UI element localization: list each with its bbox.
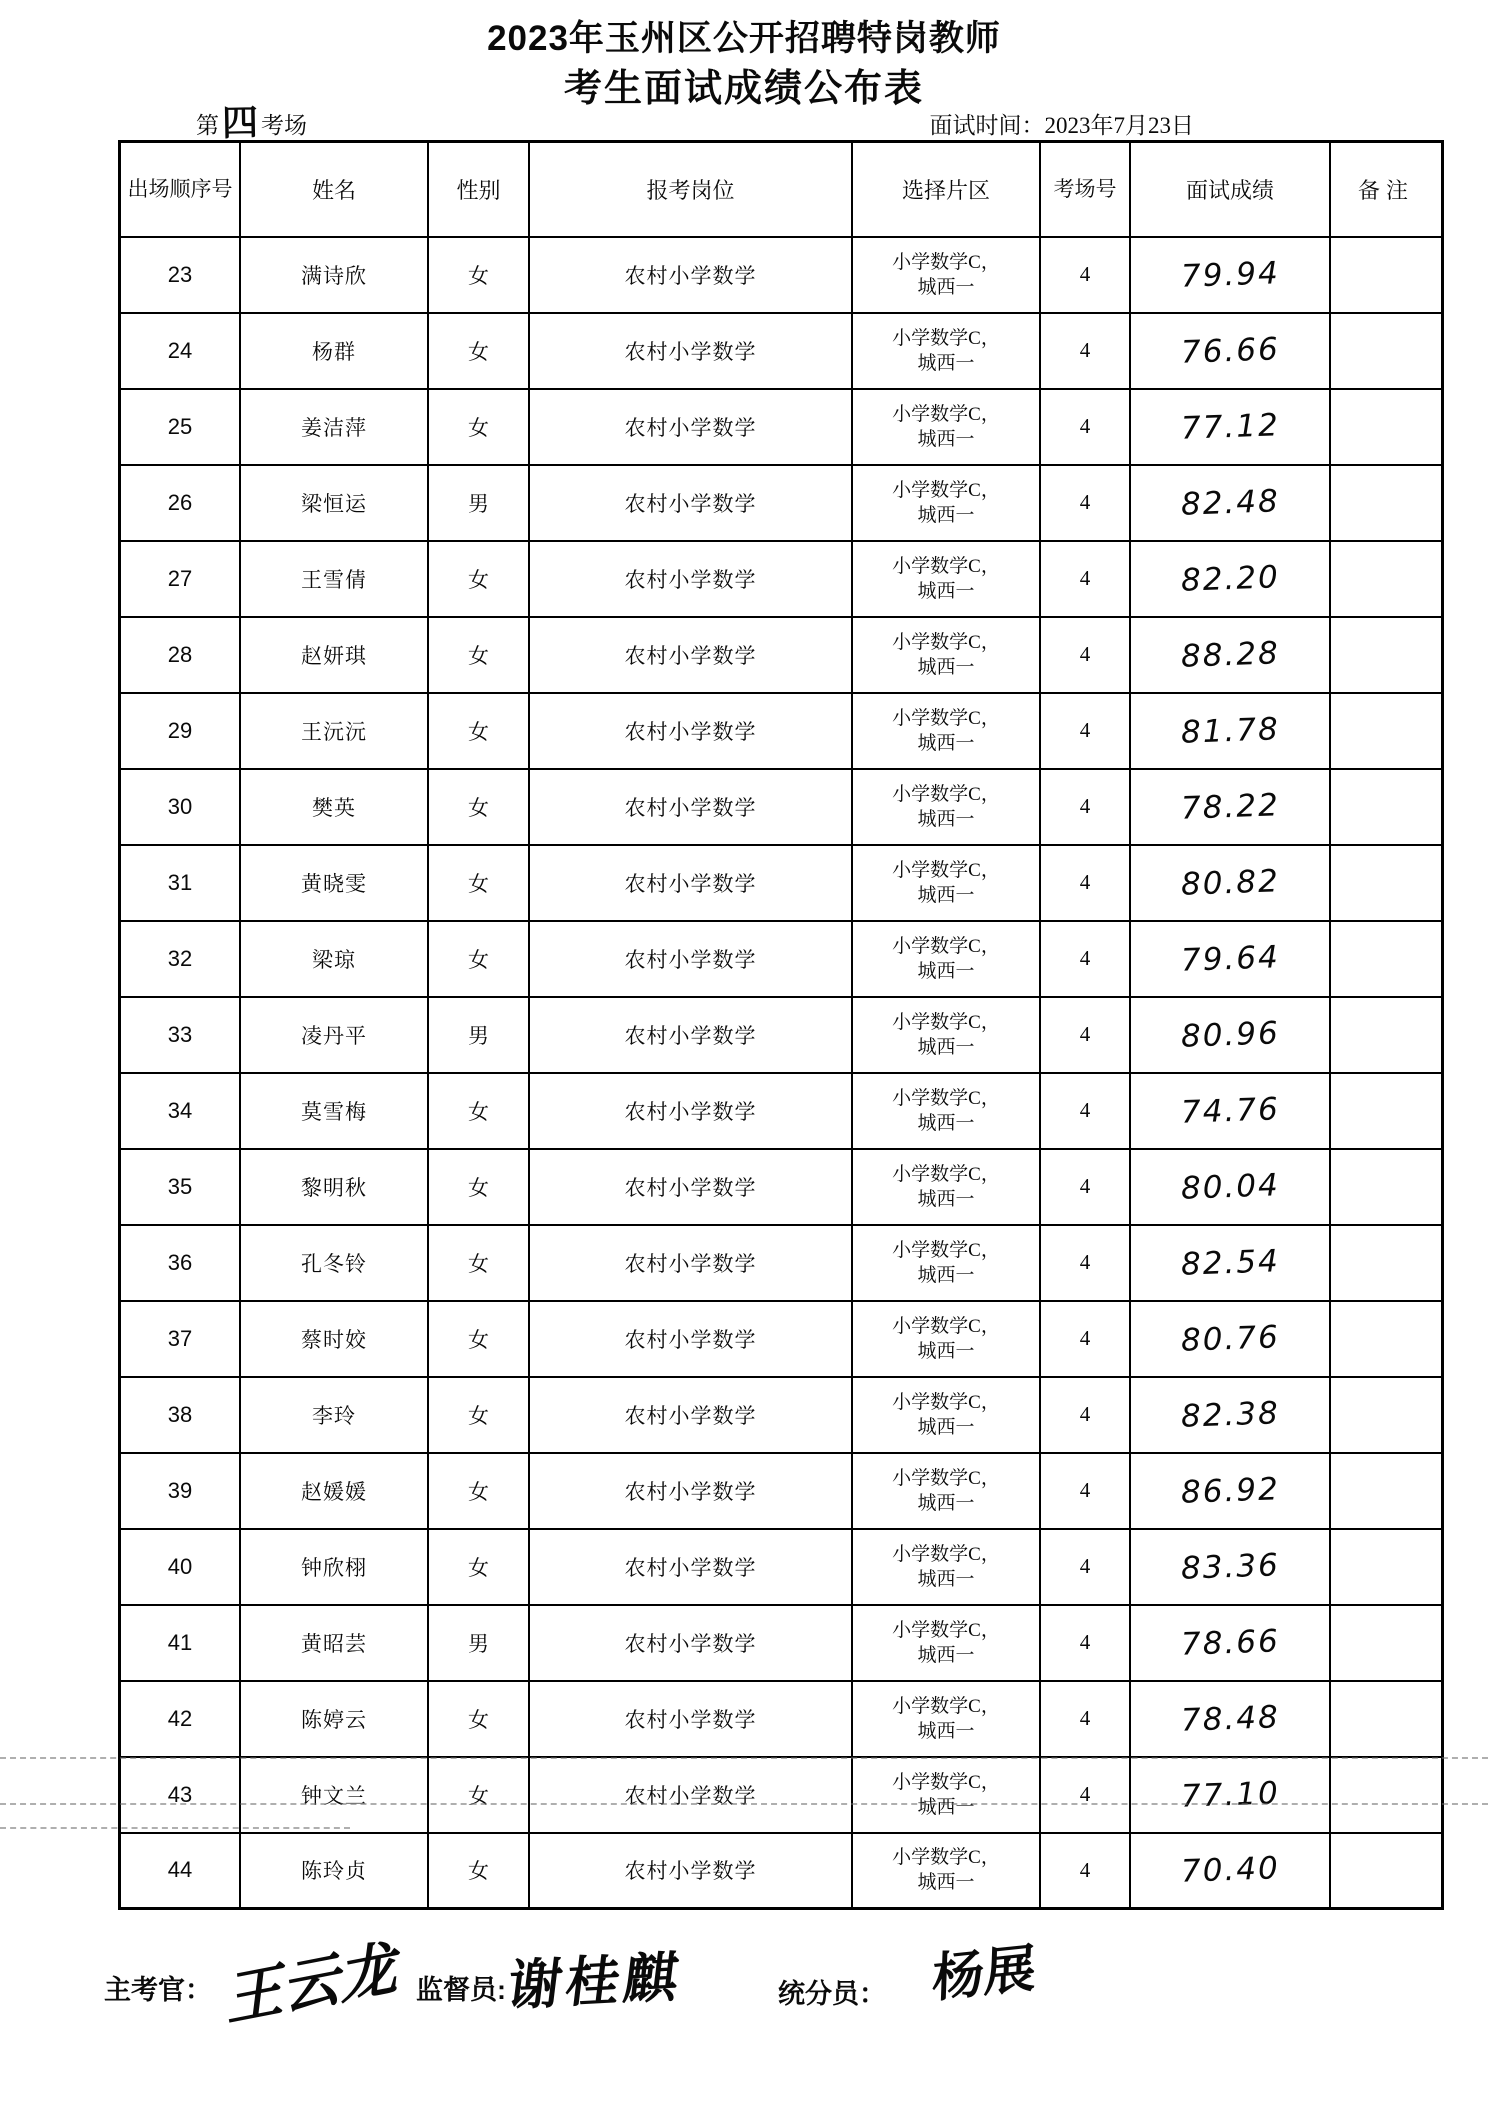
handwritten-score: 82.54 [1180, 1242, 1280, 1283]
cell-order-number: 38 [120, 1377, 241, 1453]
district-line-1: 小学数学C， [892, 555, 1000, 577]
table-body [120, 237, 1443, 1909]
district-line-1: 小学数学C， [892, 1315, 1000, 1337]
cell-remark [1330, 1225, 1443, 1301]
handwritten-score: 77.12 [1180, 406, 1280, 447]
cell-remark [1330, 693, 1443, 769]
cell-district [852, 693, 1040, 769]
cell-name: 凌丹平 [240, 997, 428, 1073]
cell-district [852, 1301, 1040, 1377]
cell-score [1130, 465, 1330, 541]
district-line-1: 小学数学C， [892, 1847, 1000, 1869]
cell-district [852, 1605, 1040, 1681]
cell-name: 樊英 [240, 769, 428, 845]
cell-district [852, 769, 1040, 845]
cell-position: 农村小学数学 [529, 389, 852, 465]
cell-order-number: 29 [120, 693, 241, 769]
district-line-2: 城西一 [917, 276, 975, 298]
table-row [120, 1377, 1443, 1453]
score-counter-signature: 杨展 [931, 1938, 1037, 2010]
cell-room-number: 4 [1040, 617, 1130, 693]
table-row [120, 1453, 1443, 1529]
cell-order-number: 31 [120, 845, 241, 921]
interview-time: 面试时间：2023年7月23日 [929, 113, 1194, 138]
handwritten-score: 78.22 [1180, 786, 1280, 827]
table-row [120, 465, 1443, 541]
district-line-1: 小学数学C， [892, 1087, 1000, 1109]
cell-position: 农村小学数学 [529, 1301, 852, 1377]
cell-remark [1330, 1605, 1443, 1681]
cell-position: 农村小学数学 [529, 1377, 852, 1453]
cell-position: 农村小学数学 [529, 1757, 852, 1833]
table-row [120, 237, 1443, 313]
table-row [120, 921, 1443, 997]
cell-remark [1330, 845, 1443, 921]
cell-score [1130, 1073, 1330, 1149]
handwritten-score: 76.66 [1180, 330, 1280, 371]
cell-position: 农村小学数学 [529, 1149, 852, 1225]
cell-remark [1330, 1149, 1443, 1225]
cell-score [1130, 1149, 1330, 1225]
cell-room-number: 4 [1040, 1833, 1130, 1909]
cell-district [852, 617, 1040, 693]
cell-remark [1330, 389, 1443, 465]
cell-score [1130, 1377, 1330, 1453]
header-cell-order: 出场顺序号 [120, 142, 241, 237]
room-prefix: 第 [196, 113, 219, 138]
cell-room-number: 4 [1040, 1225, 1130, 1301]
exam-room-label [118, 101, 308, 144]
cell-gender: 女 [428, 617, 529, 693]
cell-order-number: 25 [120, 389, 241, 465]
cell-position: 农村小学数学 [529, 617, 852, 693]
cell-district [852, 1833, 1040, 1909]
cell-order-number: 32 [120, 921, 241, 997]
cell-gender: 女 [428, 1757, 529, 1833]
cell-remark [1330, 921, 1443, 997]
cell-score [1130, 237, 1330, 313]
cell-position: 农村小学数学 [529, 1225, 852, 1301]
cell-name: 满诗欣 [240, 237, 428, 313]
district-line-2: 城西一 [917, 580, 975, 602]
cell-name: 梁恒运 [240, 465, 428, 541]
cell-remark [1330, 1681, 1443, 1757]
district-line-2: 城西一 [917, 1644, 975, 1666]
cell-room-number: 4 [1040, 845, 1130, 921]
cell-score [1130, 845, 1330, 921]
cell-position: 农村小学数学 [529, 845, 852, 921]
cell-district [852, 1757, 1040, 1833]
header-cell-score: 面试成绩 [1130, 142, 1330, 237]
chief-examiner-label: 主考官： [104, 1975, 212, 2005]
cell-room-number: 4 [1040, 389, 1130, 465]
district-line-2: 城西一 [917, 504, 975, 526]
cell-room-number: 4 [1040, 921, 1130, 997]
cell-position: 农村小学数学 [529, 1681, 852, 1757]
page-subtitle: 考生面试成绩公布表 [563, 68, 924, 110]
cell-room-number: 4 [1040, 313, 1130, 389]
table-row [120, 1681, 1443, 1757]
cell-gender: 女 [428, 237, 529, 313]
district-line-1: 小学数学C， [892, 1163, 1000, 1185]
table-row [120, 1225, 1443, 1301]
cell-gender: 女 [428, 921, 529, 997]
cell-name: 姜洁萍 [240, 389, 428, 465]
cell-district [852, 541, 1040, 617]
cell-score [1130, 313, 1330, 389]
cell-name: 黄晓雯 [240, 845, 428, 921]
district-line-2: 城西一 [917, 428, 975, 450]
cell-remark [1330, 1301, 1443, 1377]
district-line-2: 城西一 [917, 1492, 975, 1514]
district-line-1: 小学数学C， [892, 935, 1000, 957]
cell-name: 孔冬铃 [240, 1225, 428, 1301]
cell-room-number: 4 [1040, 1529, 1130, 1605]
handwritten-score: 86.92 [1180, 1470, 1280, 1511]
cell-gender: 女 [428, 1301, 529, 1377]
cell-score [1130, 693, 1330, 769]
handwritten-score: 79.64 [1180, 938, 1280, 979]
cell-district [852, 845, 1040, 921]
cell-district [852, 921, 1040, 997]
district-line-1: 小学数学C， [892, 1391, 1000, 1413]
handwritten-score: 70.40 [1180, 1850, 1280, 1890]
cell-name: 陈玲贞 [240, 1833, 428, 1909]
cell-order-number: 34 [120, 1073, 241, 1149]
handwritten-score: 80.76 [1180, 1318, 1280, 1359]
cell-room-number: 4 [1040, 465, 1130, 541]
cell-name: 王雪倩 [240, 541, 428, 617]
table-row [120, 1757, 1443, 1833]
cell-name: 莫雪梅 [240, 1073, 428, 1149]
cell-remark [1330, 1377, 1443, 1453]
cell-position: 农村小学数学 [529, 1453, 852, 1529]
district-line-2: 城西一 [917, 884, 975, 906]
cell-room-number: 4 [1040, 1453, 1130, 1529]
handwritten-score: 88.28 [1180, 634, 1280, 675]
header-cell-district: 选择片区 [852, 142, 1040, 237]
handwritten-score: 80.96 [1180, 1014, 1280, 1055]
table-row [120, 997, 1443, 1073]
cell-name: 钟欣栩 [240, 1529, 428, 1605]
handwritten-score: 82.38 [1180, 1394, 1280, 1435]
district-line-2: 城西一 [917, 1416, 975, 1438]
cell-gender: 女 [428, 541, 529, 617]
supervisor-label: 监督员: [416, 1975, 507, 2005]
cell-gender: 女 [428, 389, 529, 465]
district-line-1: 小学数学C， [892, 403, 1000, 425]
district-line-2: 城西一 [917, 656, 975, 678]
cell-score [1130, 1453, 1330, 1529]
cell-gender: 女 [428, 1073, 529, 1149]
table-row [120, 769, 1443, 845]
district-line-2: 城西一 [917, 1112, 975, 1134]
cell-score [1130, 389, 1330, 465]
score-table [118, 140, 1444, 1910]
cell-remark [1330, 541, 1443, 617]
cell-order-number: 27 [120, 541, 241, 617]
cell-gender: 女 [428, 693, 529, 769]
cell-score [1130, 1529, 1330, 1605]
district-line-1: 小学数学C， [892, 1771, 1000, 1793]
cell-gender: 男 [428, 465, 529, 541]
cell-gender: 女 [428, 1377, 529, 1453]
district-line-1: 小学数学C， [892, 1695, 1000, 1717]
cell-order-number: 33 [120, 997, 241, 1073]
cell-order-number: 43 [120, 1757, 241, 1833]
cell-gender: 女 [428, 845, 529, 921]
room-number-handwritten: 四 [221, 101, 259, 144]
cell-name: 李玲 [240, 1377, 428, 1453]
cell-remark [1330, 465, 1443, 541]
district-line-2: 城西一 [917, 808, 975, 830]
cell-order-number: 36 [120, 1225, 241, 1301]
cell-score [1130, 1605, 1330, 1681]
cell-order-number: 40 [120, 1529, 241, 1605]
cell-order-number: 37 [120, 1301, 241, 1377]
handwritten-score: 78.48 [1180, 1698, 1280, 1739]
chief-examiner-signature: 王云龙 [225, 1930, 405, 2036]
cell-room-number: 4 [1040, 693, 1130, 769]
cell-score [1130, 921, 1330, 997]
district-line-2: 城西一 [917, 732, 975, 754]
cell-order-number: 30 [120, 769, 241, 845]
header-cell-name: 姓名 [240, 142, 428, 237]
cell-room-number: 4 [1040, 1605, 1130, 1681]
table-subheader [118, 96, 1360, 144]
cell-remark [1330, 1073, 1443, 1149]
cell-remark [1330, 237, 1443, 313]
handwritten-score: 78.66 [1180, 1622, 1280, 1663]
cell-position: 农村小学数学 [529, 693, 852, 769]
cell-district [852, 1681, 1040, 1757]
table-row [120, 845, 1443, 921]
district-line-1: 小学数学C， [892, 1619, 1000, 1641]
cell-position: 农村小学数学 [529, 1073, 852, 1149]
cell-name: 杨群 [240, 313, 428, 389]
cell-name: 赵媛媛 [240, 1453, 428, 1529]
cell-order-number: 41 [120, 1605, 241, 1681]
cell-room-number: 4 [1040, 1757, 1130, 1833]
cell-position: 农村小学数学 [529, 997, 852, 1073]
cell-name: 王沅沅 [240, 693, 428, 769]
cell-order-number: 44 [120, 1833, 241, 1909]
district-line-1: 小学数学C， [892, 1543, 1000, 1565]
handwritten-score: 82.20 [1180, 558, 1280, 599]
signature-footer [104, 1930, 1488, 2102]
district-line-2: 城西一 [917, 1036, 975, 1058]
table-row [120, 617, 1443, 693]
cell-name: 钟文兰 [240, 1757, 428, 1833]
cell-room-number: 4 [1040, 1377, 1130, 1453]
cell-room-number: 4 [1040, 1301, 1130, 1377]
cell-position: 农村小学数学 [529, 1833, 852, 1909]
cell-remark [1330, 313, 1443, 389]
district-line-1: 小学数学C， [892, 1011, 1000, 1033]
district-line-2: 城西一 [917, 1720, 975, 1742]
table-row [120, 693, 1443, 769]
cell-order-number: 42 [120, 1681, 241, 1757]
district-line-2: 城西一 [917, 960, 975, 982]
district-line-1: 小学数学C， [892, 251, 1000, 273]
cell-room-number: 4 [1040, 1681, 1130, 1757]
cell-district [852, 1073, 1040, 1149]
cell-gender: 男 [428, 997, 529, 1073]
district-line-1: 小学数学C， [892, 859, 1000, 881]
table-row [120, 541, 1443, 617]
table-row [120, 1073, 1443, 1149]
handwritten-score: 82.48 [1180, 482, 1280, 523]
header-cell-position: 报考岗位 [529, 142, 852, 237]
cell-district [852, 997, 1040, 1073]
district-line-2: 城西一 [917, 1568, 975, 1590]
table-row [120, 1605, 1443, 1681]
district-line-2: 城西一 [917, 1340, 975, 1362]
cell-order-number: 24 [120, 313, 241, 389]
district-line-1: 小学数学C， [892, 327, 1000, 349]
handwritten-score: 83.36 [1180, 1546, 1280, 1587]
cell-remark [1330, 997, 1443, 1073]
cell-remark [1330, 1529, 1443, 1605]
cell-score [1130, 1301, 1330, 1377]
room-suffix: 考场 [261, 113, 308, 138]
cell-name: 蔡时姣 [240, 1301, 428, 1377]
cell-remark [1330, 1757, 1443, 1833]
cell-score [1130, 1757, 1330, 1833]
table-row [120, 1149, 1443, 1225]
cell-gender: 女 [428, 769, 529, 845]
handwritten-score: 80.82 [1180, 862, 1280, 903]
cell-name: 黄昭芸 [240, 1605, 428, 1681]
cell-gender: 女 [428, 1149, 529, 1225]
cell-room-number: 4 [1040, 237, 1130, 313]
cell-district [852, 313, 1040, 389]
cell-gender: 女 [428, 1453, 529, 1529]
district-line-1: 小学数学C， [892, 1467, 1000, 1489]
cell-position: 农村小学数学 [529, 1605, 852, 1681]
cell-position: 农村小学数学 [529, 313, 852, 389]
score-counter-label: 统分员： [778, 1979, 887, 2009]
cell-order-number: 39 [120, 1453, 241, 1529]
cell-score [1130, 1833, 1330, 1909]
header-cell-gender: 性别 [428, 142, 529, 237]
cell-score [1130, 541, 1330, 617]
cell-position: 农村小学数学 [529, 921, 852, 997]
cell-district [852, 465, 1040, 541]
cell-gender: 女 [428, 1225, 529, 1301]
handwritten-score: 79.94 [1180, 254, 1280, 295]
table-row [120, 389, 1443, 465]
cell-name: 陈婷云 [240, 1681, 428, 1757]
district-line-1: 小学数学C， [892, 783, 1000, 805]
cell-score [1130, 1225, 1330, 1301]
district-line-1: 小学数学C， [892, 631, 1000, 653]
cell-remark [1330, 769, 1443, 845]
cell-score [1130, 997, 1330, 1073]
district-line-2: 城西一 [917, 352, 975, 374]
cell-position: 农村小学数学 [529, 465, 852, 541]
district-line-2: 城西一 [917, 1872, 975, 1894]
cell-room-number: 4 [1040, 1073, 1130, 1149]
cell-remark [1330, 1453, 1443, 1529]
table-row [120, 1301, 1443, 1377]
district-line-1: 小学数学C， [892, 479, 1000, 501]
district-line-2: 城西一 [917, 1796, 975, 1818]
cell-room-number: 4 [1040, 997, 1130, 1073]
cell-room-number: 4 [1040, 769, 1130, 845]
cell-name: 黎明秋 [240, 1149, 428, 1225]
cell-order-number: 23 [120, 237, 241, 313]
district-line-2: 城西一 [917, 1188, 975, 1210]
table-header-row [120, 142, 1443, 237]
cell-order-number: 35 [120, 1149, 241, 1225]
cell-order-number: 28 [120, 617, 241, 693]
cell-room-number: 4 [1040, 541, 1130, 617]
district-line-2: 城西一 [917, 1264, 975, 1286]
handwritten-score: 81.78 [1180, 710, 1280, 751]
cell-room-number: 4 [1040, 1149, 1130, 1225]
cell-gender: 女 [428, 313, 529, 389]
cell-gender: 女 [428, 1833, 529, 1909]
handwritten-score: 80.04 [1180, 1166, 1280, 1207]
cell-score [1130, 769, 1330, 845]
cell-gender: 女 [428, 1529, 529, 1605]
district-line-1: 小学数学C， [892, 707, 1000, 729]
cell-position: 农村小学数学 [529, 541, 852, 617]
cell-name: 赵妍琪 [240, 617, 428, 693]
cell-score [1130, 1681, 1330, 1757]
header-cell-room: 考场号 [1040, 142, 1130, 237]
table-row [120, 313, 1443, 389]
cell-district [852, 1529, 1040, 1605]
cell-gender: 男 [428, 1605, 529, 1681]
page-title: 2023年玉州区公开招聘特岗教师 [487, 19, 1001, 58]
cell-order-number: 26 [120, 465, 241, 541]
cell-position: 农村小学数学 [529, 237, 852, 313]
cell-remark [1330, 1833, 1443, 1909]
handwritten-score: 77.10 [1180, 1774, 1280, 1815]
cell-district [852, 1149, 1040, 1225]
header-cell-remark: 备注 [1330, 142, 1443, 237]
cell-district [852, 1453, 1040, 1529]
handwritten-score: 74.76 [1180, 1090, 1280, 1131]
cell-name: 梁琼 [240, 921, 428, 997]
cell-remark [1330, 617, 1443, 693]
cell-district [852, 1225, 1040, 1301]
cell-position: 农村小学数学 [529, 1529, 852, 1605]
cell-district [852, 237, 1040, 313]
cell-score [1130, 617, 1330, 693]
cell-district [852, 389, 1040, 465]
table-row [120, 1833, 1443, 1909]
table-row [120, 1529, 1443, 1605]
district-line-1: 小学数学C， [892, 1239, 1000, 1261]
cell-gender: 女 [428, 1681, 529, 1757]
cell-district [852, 1377, 1040, 1453]
supervisor-signature: 谢桂麒 [504, 1945, 686, 2018]
cell-position: 农村小学数学 [529, 769, 852, 845]
